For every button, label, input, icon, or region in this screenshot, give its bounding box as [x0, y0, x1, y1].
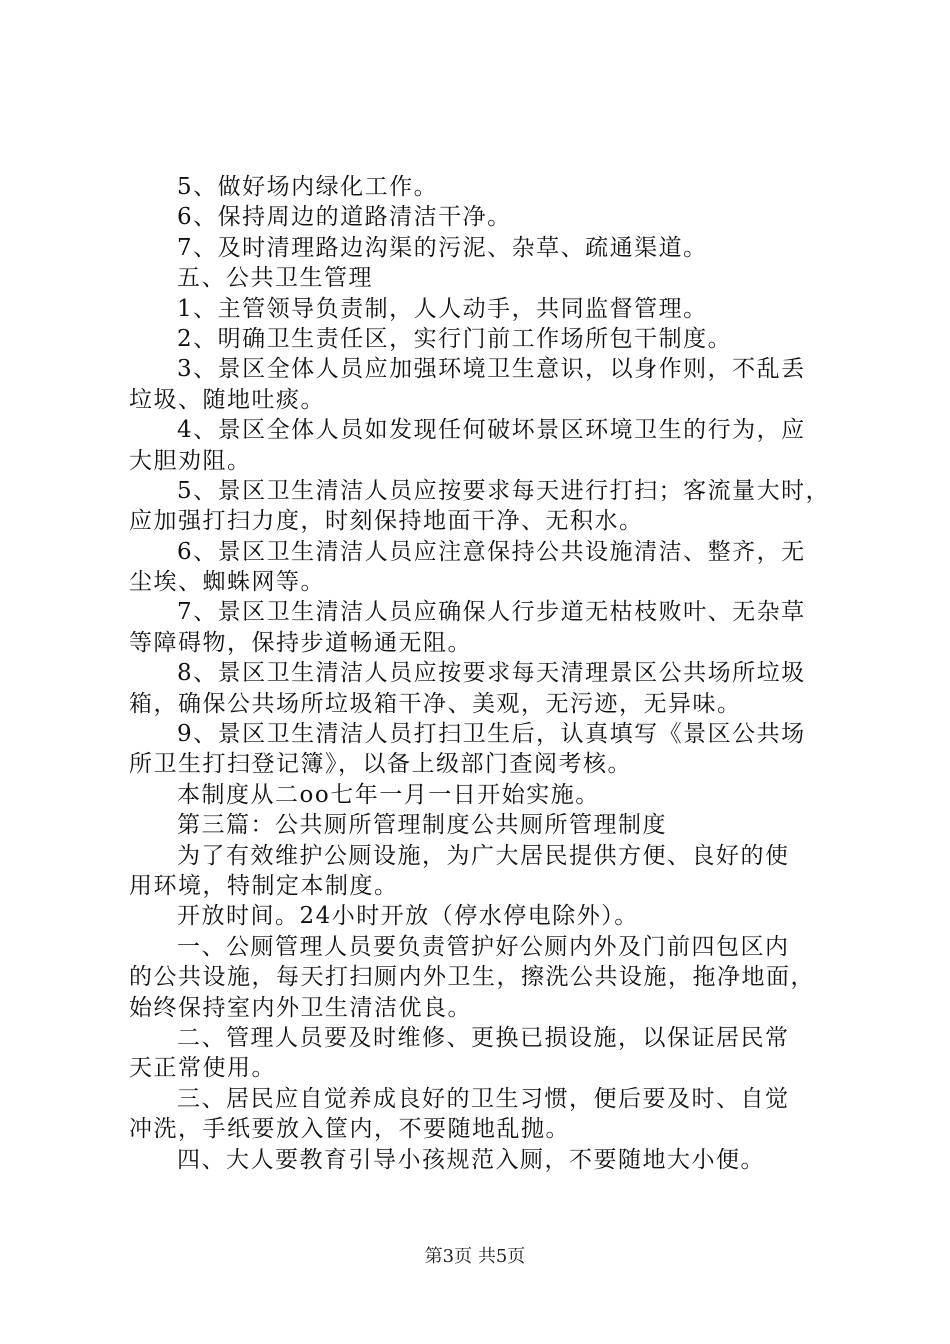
text-line: 垃圾、随地吐痰。 — [129, 386, 325, 413]
text-line: 所卫生打扫登记簿》，以备上级部门查阅考核。 — [129, 751, 632, 778]
page-number: 第3页 共5页 — [424, 1246, 526, 1267]
text-line: 7、及时清理路边沟渠的污泥、杂草、疏通渠道。 — [177, 234, 708, 261]
text-line: 5、做好场内绿化工作。 — [177, 174, 439, 200]
section-heading: 五、公共卫生管理 — [177, 265, 373, 292]
text-line: 9、景区卫生清洁人员打扫卫生后，认真填写《景区公共场 — [177, 721, 806, 748]
text-line: 二、管理人员要及时维修、更换已损设施，以保证居民常 — [177, 1024, 790, 1051]
text-line: 应加强打扫力度，时刻保持地面干净、无积水。 — [129, 508, 644, 535]
text-line: 等障碍物，保持步道畅通无阻。 — [129, 629, 472, 656]
document-body — [129, 172, 829, 1175]
text-line: 四、大人要教育引导小孩规范入厕，不要随地大小便。 — [177, 1146, 765, 1173]
text-line: 一、公厕管理人员要负责管护好公厕内外及门前四包区内 — [177, 933, 790, 960]
text-line: 5、景区卫生清洁人员应按要求每天进行打扫；客流量大时， — [177, 477, 831, 504]
text-line: 始终保持室内外卫生清洁优良。 — [129, 994, 472, 1021]
text-line: 尘埃、蜘蛛网等。 — [129, 569, 325, 596]
text-line: 三、居民应自觉养成良好的卫生习惯，便后要及时、自觉 — [177, 1085, 790, 1112]
text-line: 开放时间。24小时开放（停水停电除外）。 — [177, 903, 639, 930]
text-line: 箱，确保公共场所垃圾箱干净、美观，无污迹，无异味。 — [129, 690, 742, 717]
text-line: 6、保持周边的道路清洁干净。 — [177, 204, 512, 231]
text-line: 为了有效维护公厕设施，为广大居民提供方便、良好的使 — [177, 842, 790, 869]
text-line: 2、明确卫生责任区，实行门前工作场所包干制度。 — [177, 325, 733, 352]
text-line: 1、主管领导负责制，人人动手，共同监督管理。 — [177, 295, 708, 322]
text-line: 大胆劝阻。 — [129, 447, 252, 474]
text-line: 冲洗，手纸要放入筐内，不要随地乱抛。 — [129, 1116, 570, 1143]
text-line: 7、景区卫生清洁人员应确保人行步道无枯枝败叶、无杂草 — [177, 599, 806, 626]
text-line: 8、景区卫生清洁人员应按要求每天清理景区公共场所垃圾 — [177, 660, 806, 687]
text-line: 6、景区卫生清洁人员应注意保持公共设施清洁、整齐，无 — [177, 538, 806, 565]
text-line: 的公共设施，每天打扫厕内外卫生，擦洗公共设施，拖净地面， — [129, 964, 815, 991]
text-line: 3、景区全体人员应加强环境卫生意识，以身作则，不乱丢 — [177, 356, 806, 383]
text-line: 用环境，特制定本制度。 — [129, 872, 399, 899]
chapter-heading: 第三篇：公共厕所管理制度公共厕所管理制度 — [177, 812, 667, 839]
text-line: 4、景区全体人员如发现任何破坏景区环境卫生的行为，应 — [177, 417, 806, 444]
text-line: 本制度从二oo七年一月一日开始实施。 — [177, 781, 600, 808]
text-line: 天正常使用。 — [129, 1055, 276, 1082]
